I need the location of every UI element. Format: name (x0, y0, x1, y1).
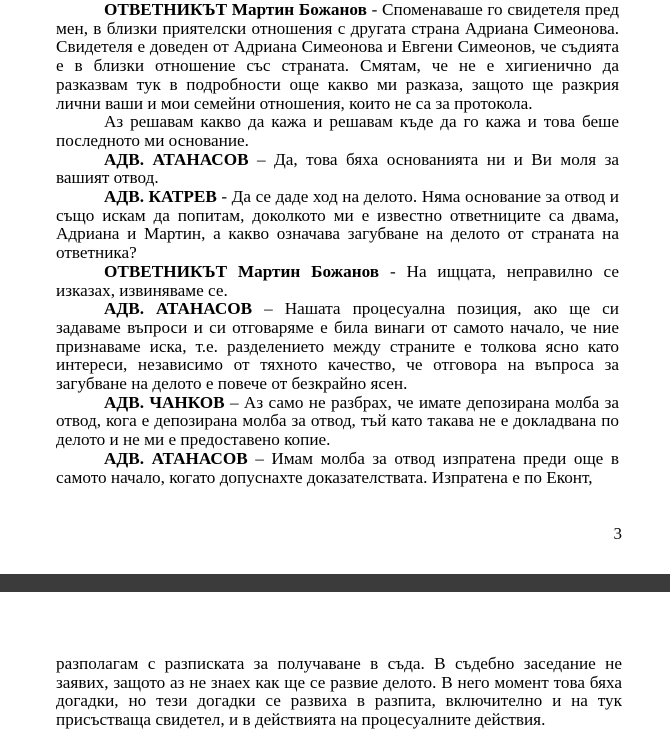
paragraph-text: – Да, това бяха основанията ни и Ви моля за вашият отвод. (56, 149, 619, 188)
speaker-name: АДВ. АТАНАСОВ (104, 149, 249, 169)
paragraph-0 (56, 1, 619, 113)
paragraph-continued: разполагам с разписката за получаване в съда. В съдебно заседание не заявих, защото аз не знаех как ще се развие делото. В него момент това бяха догадки, но тези догадки се развиха в разпита, включително и на тук присъстваща свидетел, и в действията на процесуалните действия. (56, 654, 622, 730)
page-separator (0, 574, 670, 592)
paragraph-1 (56, 113, 619, 150)
paragraph-text: – Нашата процесуална позиция, ако ще си задаваме въпроси и си отговаряме е била винаги от самото начало, че ние признаваме иска, т.е. разделението между страните е толкова ясно като интереси, независимо от тяхното качество, че отговора на въпроса за загубване на делото е повече от безкрайно ясен. (56, 299, 619, 394)
paragraph-text: – Аз само не разбрах, че имате депозирана молба за отвод, кога е депозирана молба за отвод, тъй като такава не е докладвана по делото и не ми е предоставено копие. (56, 392, 620, 450)
speaker-name: ОТВЕТНИКЪТ Мартин Божанов (104, 261, 380, 281)
page-number: 3 (613, 524, 622, 543)
page-text-block (56, 1, 619, 487)
paragraph-text: - На ищцата, неправилно се изказах, извиняваме се. (56, 261, 620, 300)
paragraph-7 (56, 450, 619, 487)
speaker-name: ОТВЕТНИКЪТ Мартин Божанов (104, 0, 367, 19)
speaker-name: АДВ. АТАНАСОВ (104, 299, 253, 319)
document-page-bottom (0, 592, 670, 745)
paragraph-text: Аз решавам какво да кажа и решавам къде да го кажа и това беше последното ми основание. (56, 112, 619, 150)
paragraph-text: – Имам молба за отвод изпратена преди още в самото начало, когато допуснахте доказателствата. Изпратена е по Еконт, (56, 448, 619, 487)
paragraph-6 (56, 394, 619, 450)
paragraph-5 (56, 300, 619, 394)
paragraph-3 (56, 188, 619, 263)
page-text-block (56, 655, 622, 730)
paragraph-4 (56, 263, 619, 300)
speaker-name: АДВ. АТАНАСОВ (104, 448, 248, 468)
speaker-name: АДВ. КАТРЕВ (104, 187, 217, 207)
speaker-name: АДВ. ЧАНКОВ (104, 392, 225, 412)
paragraph-text: - Да се даде ход на делото. Няма основание за отвод и също искам да попитам, доколкото ми е известно ответниците са двама, Адриана и Мартин, а какво означава загубване на делото от страната на ответника? (56, 187, 619, 263)
paragraph-text: - Споменаваше го свидетеля пред мен, в близки приятелски отношения с другата страна Адриана Симеонова. Свидетеля е доведен от Адриана Симеонова и Евгени Симеонов, че съдията е в близки отношение със страната. Смятам, че не е хигиенично да разказвам тук в подробности още какво ми разказа, защото ще разкрия лични ваши и мои семейни отношения, които не са за протокола. (56, 0, 619, 113)
paragraph-2 (56, 151, 619, 188)
